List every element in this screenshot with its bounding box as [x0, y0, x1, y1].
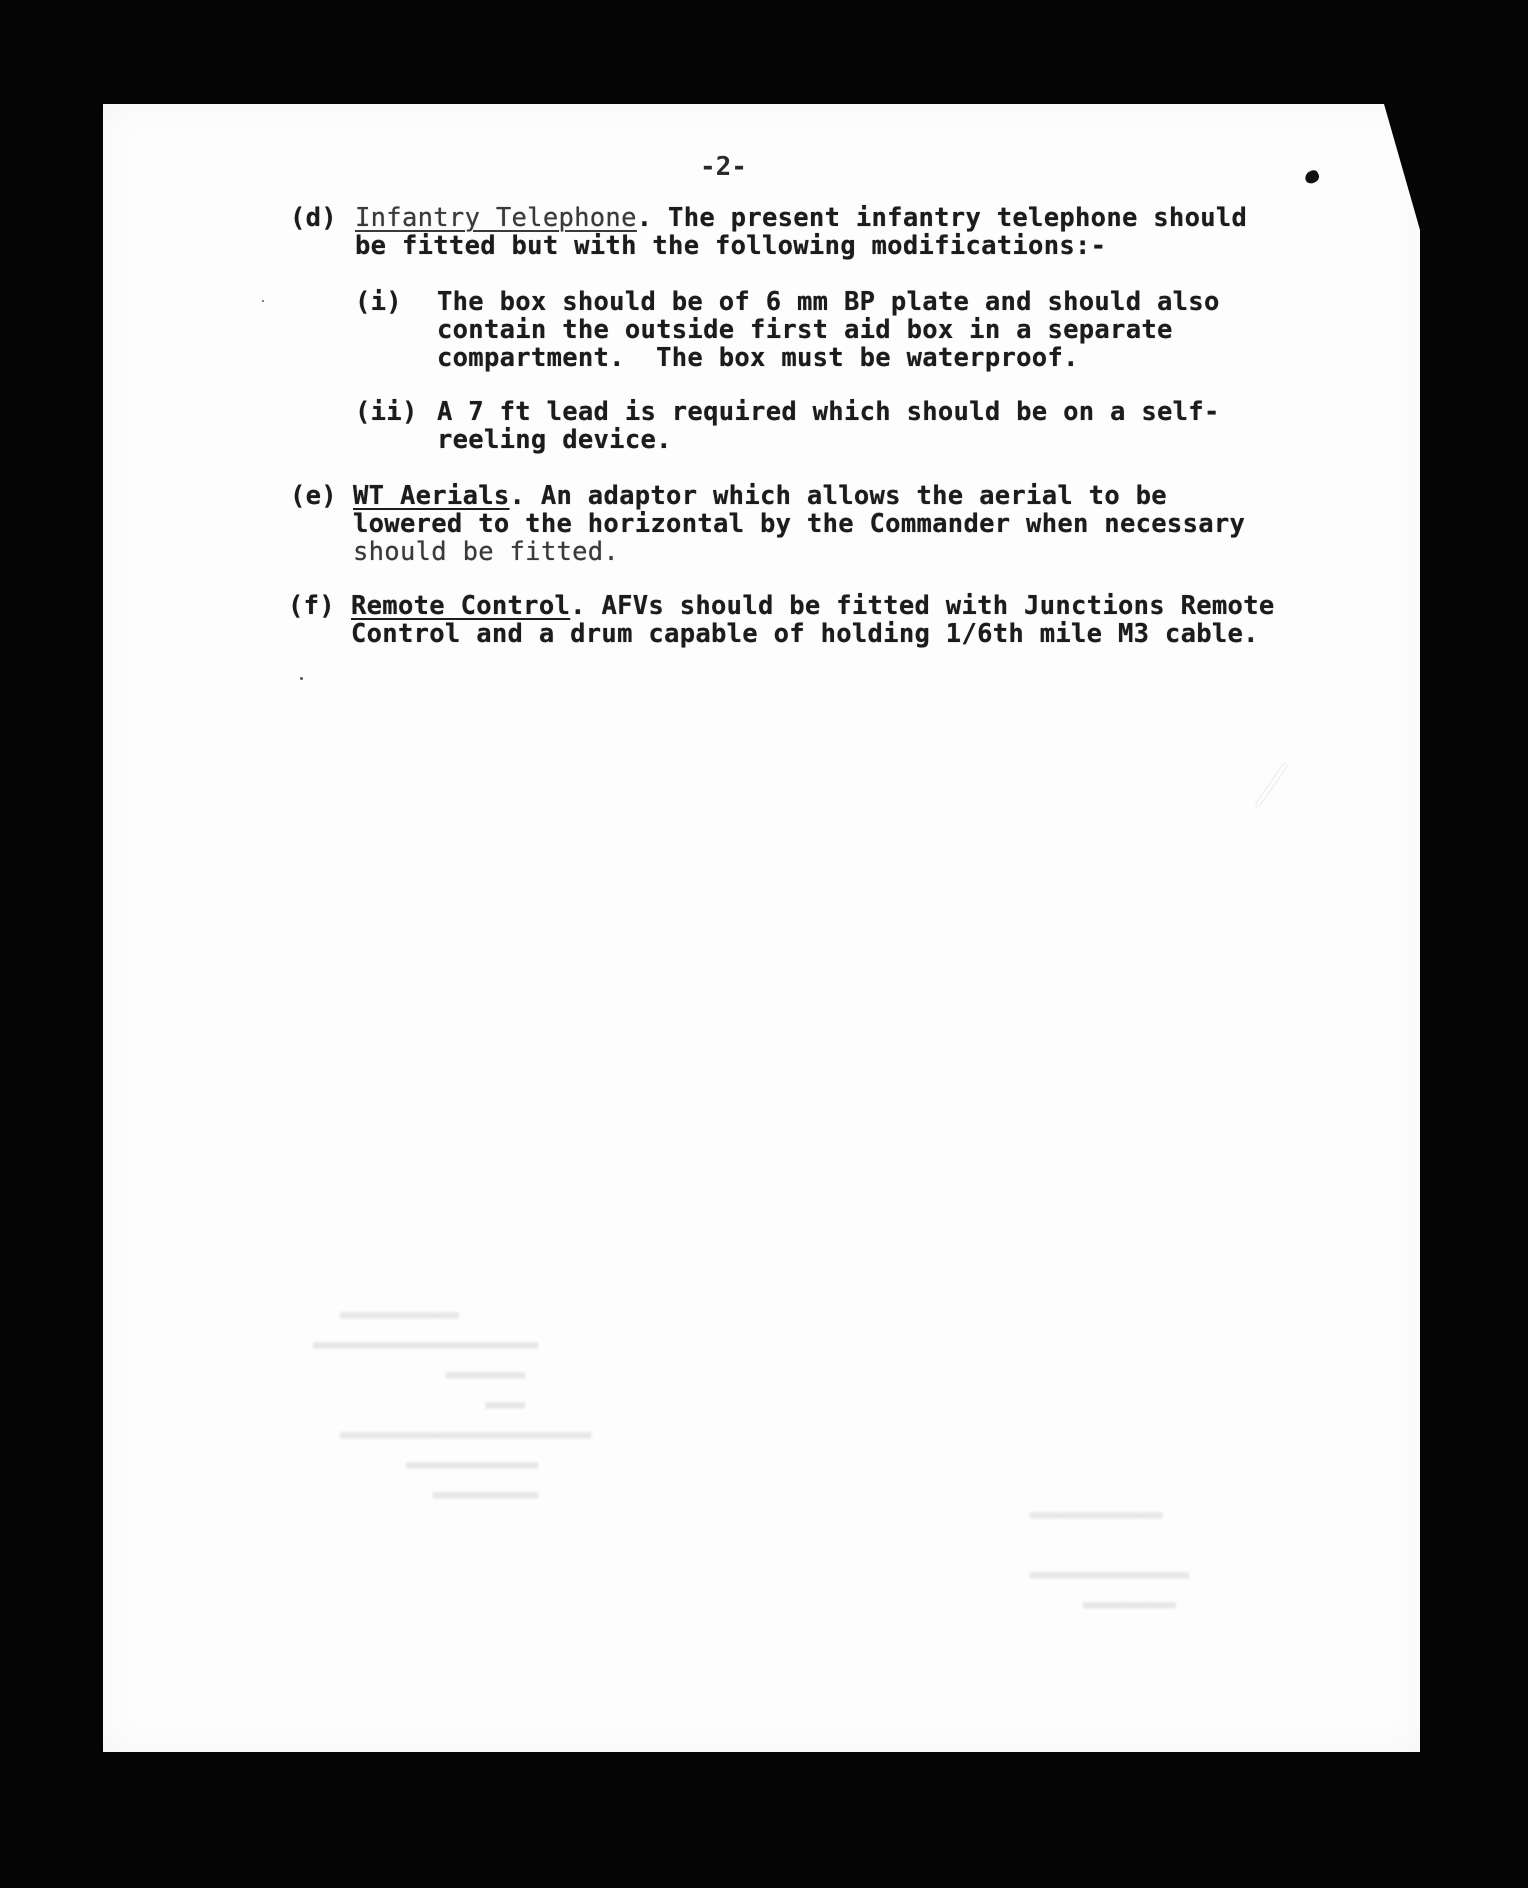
dust-speck: [300, 677, 303, 680]
item-e-heading: WT Aerials: [353, 481, 510, 511]
item-d-ii-line-2: reeling device.: [437, 425, 672, 455]
item-d-ii-line-1: A 7 ft lead is required which should be on a self-: [437, 397, 1220, 427]
bleed-through-block: ▬▬▬▬▬▬▬▬▬▬ ▬▬▬▬▬▬▬▬▬▬▬▬ ▬▬▬▬▬▬▬: [1030, 1502, 1189, 1617]
item-f-label: (f): [288, 591, 335, 621]
item-f-line-1: [351, 592, 1275, 620]
item-e-line-1-text: . An adaptor which allows the aerial to be: [509, 481, 1167, 511]
dust-speck: [262, 300, 264, 302]
item-d-line-1-text: . The present infantry telephone should: [636, 203, 1248, 233]
item-e-line-2: lowered to the horizontal by the Commander when necessary: [353, 509, 1246, 539]
item-d-i-label: (i): [355, 287, 402, 317]
page-number: -2-: [700, 152, 747, 182]
item-d-ii-label: (ii): [355, 397, 418, 427]
item-e-line-1: [353, 482, 1167, 510]
item-f-line-2: Control and a drum capable of holding 1/6th mile M3 cable.: [351, 619, 1259, 649]
item-e-label: (e): [290, 481, 337, 511]
item-d-i-line-2: contain the outside first aid box in a separate: [437, 315, 1173, 345]
item-d-label: (d): [290, 203, 337, 233]
item-d-line-2: be fitted but with the following modifications:-: [355, 231, 1107, 261]
item-d-line-1: [355, 204, 1247, 232]
item-d-heading: Infantry Telephone: [355, 203, 637, 233]
item-d-i-line-3: compartment. The box must be waterproof.: [437, 343, 1079, 373]
item-f-line-1-text: . AFVs should be fitted with Junctions Remote: [570, 591, 1275, 621]
item-f-heading: Remote Control: [351, 591, 571, 621]
item-d-i-line-1: The box should be of 6 mm BP plate and should also: [437, 287, 1220, 317]
item-e-line-3: should be fitted.: [353, 537, 620, 567]
bleed-through-block: ▬▬▬▬▬▬▬▬▬ ▬▬▬▬▬▬▬▬▬▬▬▬▬▬▬▬▬ ▬▬▬▬▬▬ ▬▬▬ ▬▬▬▬▬▬▬▬▬▬▬▬▬▬▬▬▬▬▬ ▬▬▬▬▬▬▬▬▬▬ ▬▬▬▬▬▬▬▬: [313, 1302, 592, 1507]
